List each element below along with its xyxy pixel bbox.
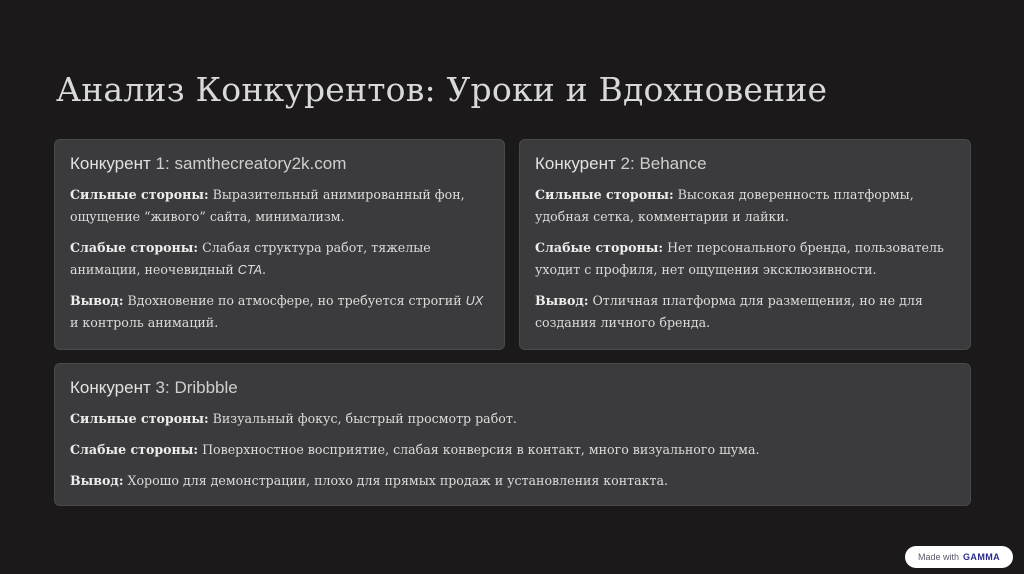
conclusion-paragraph — [535, 290, 955, 334]
weaknesses-label: Слабые стороны: — [70, 240, 199, 255]
conclusion-label: Вывод: — [70, 293, 124, 308]
strengths-label: Сильные стороны: — [70, 187, 209, 202]
competitor-heading — [70, 154, 489, 174]
competitor-heading — [535, 154, 955, 174]
heading-prefix: Конкурент — [535, 154, 616, 173]
heading-name: Dribbble — [174, 378, 238, 397]
conclusion-text: Отличная платформа для размещения, но не для создания личного бренда. — [535, 293, 923, 330]
competitor-heading — [70, 378, 955, 398]
strengths-text: Выразительный анимированный фон, ощущение “живого” сайта, минимализм. — [70, 187, 465, 224]
conclusion-text: Вдохновение по атмосфере, но требуется строгий — [127, 293, 462, 308]
heading-name: samthecreatory2k.com — [174, 154, 347, 173]
strengths-paragraph — [70, 408, 955, 430]
weaknesses-label: Слабые стороны: — [70, 442, 199, 457]
conclusion-label: Вывод: — [535, 293, 589, 308]
strengths-paragraph — [70, 184, 489, 228]
made-with-gamma-badge[interactable] — [905, 546, 1013, 568]
conclusion-paragraph — [70, 290, 489, 334]
conclusion-label: Вывод: — [70, 473, 124, 488]
strengths-text: Визуальный фокус, быстрый просмотр работ. — [212, 411, 517, 426]
weaknesses-paragraph — [70, 439, 955, 461]
gamma-logo: GAMMA — [963, 552, 1001, 562]
weaknesses-end: . — [262, 262, 267, 277]
heading-number: 3: — [155, 378, 170, 397]
heading-prefix: Конкурент — [70, 154, 151, 173]
competitor-card-2 — [519, 139, 971, 350]
weaknesses-text: Поверхностное восприятие, слабая конверсия в контакт, много визуального шума. — [202, 442, 760, 457]
heading-prefix: Конкурент — [70, 378, 151, 397]
strengths-paragraph — [535, 184, 955, 228]
strengths-text: Высокая доверенность платформы, удобная сетка, комментарии и лайки. — [535, 187, 914, 224]
weaknesses-paragraph — [535, 237, 955, 281]
weaknesses-label: Слабые стороны: — [535, 240, 664, 255]
conclusion-paragraph — [70, 470, 955, 492]
badge-prefix: Made with — [917, 552, 960, 562]
conclusion-term: UX — [465, 294, 484, 308]
heading-name: Behance — [639, 154, 707, 173]
weaknesses-paragraph — [70, 237, 489, 281]
weaknesses-term: CTA — [237, 263, 263, 277]
strengths-label: Сильные стороны: — [535, 187, 674, 202]
heading-number: 1: — [155, 154, 170, 173]
slide-title: Анализ Конкурентов: Уроки и Вдохновение — [56, 70, 828, 109]
weaknesses-text: Нет персонального бренда, пользователь уходит с профиля, нет ощущения эксклюзивности. — [535, 240, 944, 277]
conclusion-end: и контроль анимаций. — [70, 315, 219, 330]
competitor-card-3 — [54, 363, 971, 506]
heading-number: 2: — [620, 154, 635, 173]
weaknesses-text: Слабая структура работ, тяжелые анимации, неочевидный — [70, 240, 431, 277]
strengths-label: Сильные стороны: — [70, 411, 209, 426]
competitor-card-1 — [54, 139, 505, 350]
conclusion-text: Хорошо для демонстрации, плохо для прямых продаж и установления контакта. — [127, 473, 668, 488]
